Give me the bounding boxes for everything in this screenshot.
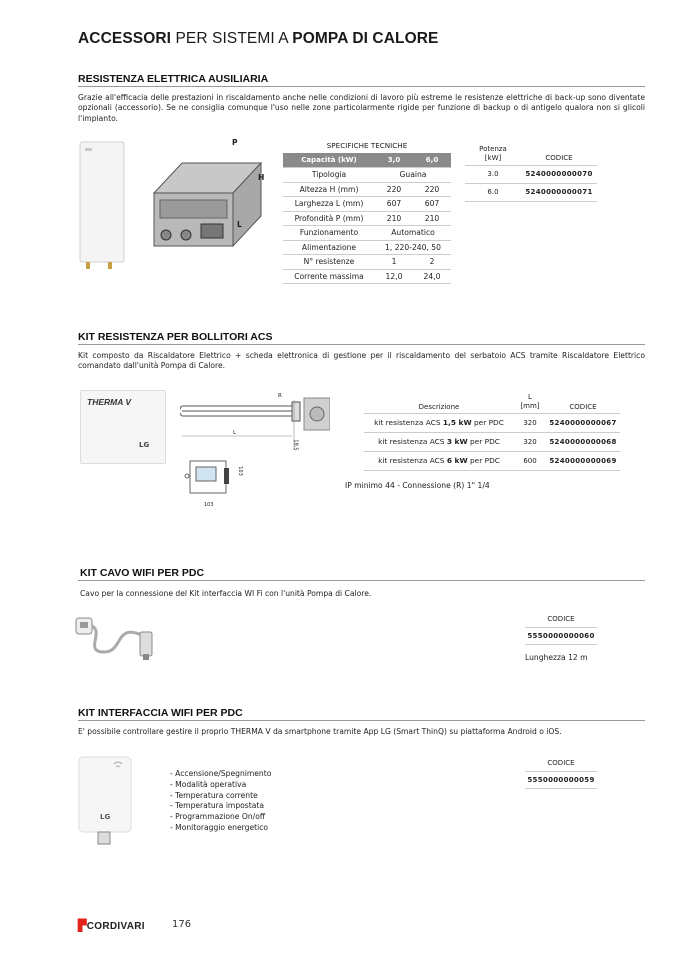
section-divider (78, 344, 645, 345)
dimension-label-l: L (237, 220, 242, 229)
feature-item: - Accensione/Spegnimento (170, 769, 272, 778)
section-heading-interfaccia-wifi: KIT INTERFACCIA WIFI PER PDC (78, 707, 243, 719)
codes-table-cavo-wifi (525, 612, 597, 645)
product-code: 5240000000071 (521, 183, 597, 201)
heater-unit-image (76, 140, 128, 275)
heater-box-diagram (146, 138, 274, 248)
spec-label: Alimentazione (283, 240, 375, 255)
power-value: 3.0 (465, 165, 521, 183)
codes-row (364, 413, 620, 432)
codes-table-kit-acs (364, 391, 620, 471)
dimension-label-103-horizontal: 103 (204, 502, 214, 508)
lg-logo: LG (139, 441, 150, 449)
kit-description: kit resistenza ACS 6 kW per PDC (364, 451, 514, 470)
feature-item: - Monitoraggio energetico (170, 822, 269, 832)
section-heading-cavo-wifi: KIT CAVO WIFI PER PDC (80, 567, 205, 579)
spec-table-title: SPECIFICHE TECNICHE (326, 141, 408, 150)
spec-row (283, 269, 451, 284)
therma-v-logo: THERMA V (87, 397, 132, 407)
kit-length: 320 (514, 432, 546, 451)
section-description: E' possibile controllare gestire il proprio THERMA V da smartphone tramite App LG (Smart ThinQ) su piattaforma Android o iOS. (78, 727, 562, 736)
dimension-label-l: L (233, 430, 237, 436)
spec-value: 1, 220-240, 50 (375, 240, 451, 255)
brand-mark-icon: ▛ (78, 920, 87, 932)
product-code: 5240000000067 (546, 413, 620, 432)
dimension-label-r: R (278, 393, 282, 399)
spec-table-header (283, 153, 451, 168)
lg-logo: LG (100, 813, 111, 821)
spec-row (283, 197, 451, 212)
codes-header (525, 612, 597, 627)
codes-head-description: Descrizione (364, 391, 514, 413)
spec-label: Tipologia (283, 168, 375, 183)
dimension-label-103-vertical: 103 (236, 466, 243, 476)
spec-value: 1 (375, 255, 413, 270)
codes-table-resistenza (465, 143, 597, 202)
spec-table (283, 153, 451, 284)
therma-v-control-box-image (80, 390, 166, 464)
section-description: Kit composto da Riscaldatore Elettrico + scheda elettronica di gestione per il riscaldamento del serbatoio ACS tramite Riscaldatore Elettrico comandato dall'unità Pompa di Calore. (78, 351, 645, 371)
dimension-label-185: 18.5 (292, 439, 299, 451)
product-code: 5240000000068 (546, 432, 620, 451)
spec-value: 2 (413, 255, 451, 270)
feature-list (170, 769, 271, 834)
codes-row (525, 627, 597, 644)
codes-row (364, 451, 620, 470)
control-board-diagram (184, 458, 234, 498)
codes-table-interfaccia-wifi (525, 756, 597, 789)
codes-head-code: CODICE (525, 756, 597, 771)
spec-value: 12,0 (375, 269, 413, 284)
product-code: 5550000000060 (525, 627, 597, 644)
wifi-cable-image (74, 612, 160, 664)
spec-row (283, 182, 451, 197)
kit-length: 320 (514, 413, 546, 432)
spec-head-cell: 6,0 (413, 153, 451, 168)
spec-value: 607 (375, 197, 413, 212)
spec-label: Corrente massima (283, 269, 375, 284)
kit-description: kit resistenza ACS 1,5 kW per PDC (364, 413, 514, 432)
spec-row (283, 226, 451, 241)
codes-head-code: CODICE (546, 391, 620, 413)
kit-description: kit resistenza ACS 3 kW per PDC (364, 432, 514, 451)
brand-logo: ▛CORDIVARI (78, 920, 145, 932)
wifi-module-image (78, 756, 132, 846)
codes-head-code: CODICE (525, 612, 597, 627)
spec-row (283, 168, 451, 183)
spec-value: Automatico (375, 226, 451, 241)
codes-header (525, 756, 597, 771)
spec-label: Profondità P (mm) (283, 211, 375, 226)
dimension-label-p: P (232, 138, 238, 147)
spec-row (283, 255, 451, 270)
spec-value: 210 (413, 211, 451, 226)
spec-value: 24,0 (413, 269, 451, 284)
spec-label: Altezza H (mm) (283, 182, 375, 197)
page-title: ACCESSORI PER SISTEMI A POMPA DI CALORE (78, 30, 439, 47)
spec-value: 220 (413, 182, 451, 197)
spec-label: Larghezza L (mm) (283, 197, 375, 212)
feature-item: - Modalità operativa (170, 779, 247, 789)
product-code: 5550000000059 (525, 771, 597, 788)
spec-value: Guaina (375, 168, 451, 183)
feature-item: - Temperatura impostata (170, 801, 265, 811)
spec-value: 220 (375, 182, 413, 197)
codes-head-length: L [mm] (514, 391, 546, 413)
spec-row (283, 240, 451, 255)
feature-item: - Temperatura corrente (170, 790, 258, 800)
section-divider (78, 86, 645, 87)
section-divider (78, 580, 645, 581)
codes-row (465, 165, 597, 183)
product-code: 5240000000070 (521, 165, 597, 183)
spec-value: 210 (375, 211, 413, 226)
codes-header (465, 143, 597, 165)
codes-row (364, 432, 620, 451)
codes-row (525, 771, 597, 788)
section-description: Cavo per la connessione del Kit interfaccia WI Fi con l'unità Pompa di Calore. (80, 589, 372, 598)
codes-head-code: CODICE (521, 143, 597, 165)
section-heading-kit-acs: KIT RESISTENZA PER BOLLITORI ACS (78, 331, 273, 343)
kit-length: 600 (514, 451, 546, 470)
heating-element-diagram (180, 392, 330, 457)
product-code: 5240000000069 (546, 451, 620, 470)
feature-item: - Programmazione On/off (170, 812, 266, 822)
power-value: 6.0 (465, 183, 521, 201)
spec-head-cell: 3,0 (375, 153, 413, 168)
spec-head-cell: Capacità (kW) (283, 153, 375, 168)
codes-head-power: Potenza [kW] (465, 143, 521, 165)
connection-note: IP minimo 44 - Connessione (R) 1" 1/4 (345, 481, 490, 490)
spec-row (283, 211, 451, 226)
codes-header (364, 391, 620, 413)
cable-length: Lunghezza 12 m (525, 653, 588, 662)
section-heading-resistenza: RESISTENZA ELETTRICA AUSILIARIA (78, 73, 269, 85)
codes-row (465, 183, 597, 201)
page-number: 176 (172, 919, 192, 930)
spec-label: N° resistenze (283, 255, 375, 270)
spec-value: 607 (413, 197, 451, 212)
section-description: Grazie all'efficacia delle prestazioni in riscaldamento anche nelle condizioni di lavoro più estreme le resistenze elettriche di back-up sono diventate opzionali (accessorio). Se ne consiglia comunque l'uso nelle zone particolarmente rigide per funzione di backup o di antigelo qualora non si glicoli l'impianto. (78, 93, 645, 123)
spec-label: Funzionamento (283, 226, 375, 241)
dimension-label-h: H (258, 173, 265, 182)
section-divider (78, 720, 645, 721)
